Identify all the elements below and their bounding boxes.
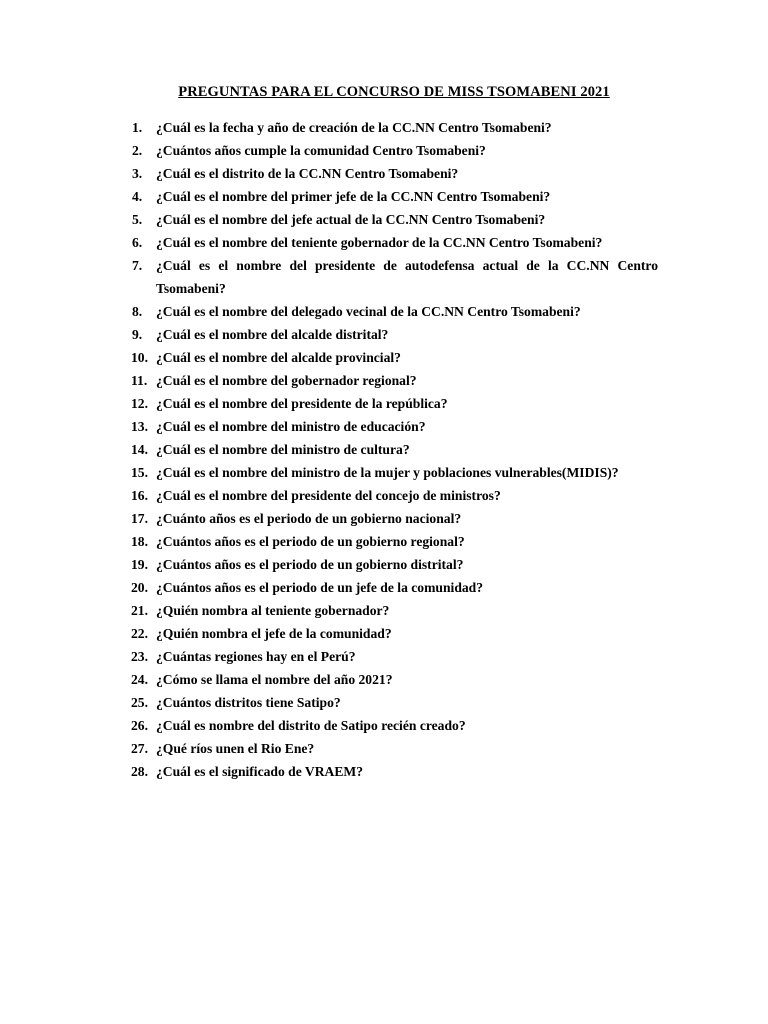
question-number: 11. — [131, 373, 148, 388]
question-number: 3. — [132, 166, 143, 181]
question-item-10 — [0, 346, 768, 369]
question-number: 9. — [132, 327, 143, 342]
question-text: ¿Cuántos años es el periodo de un jefe de la comunidad? — [156, 580, 484, 595]
question-item-27 — [0, 737, 768, 760]
question-text: ¿Cuántos años cumple la comunidad Centro Tsomabeni? — [156, 143, 486, 158]
question-number: 24. — [131, 672, 148, 687]
question-item-28 — [0, 760, 768, 783]
question-item-22 — [0, 622, 768, 645]
question-number: 12. — [131, 396, 148, 411]
question-text: ¿Cuál es el nombre del delegado vecinal de la CC.NN Centro Tsomabeni? — [156, 304, 581, 319]
question-text: ¿Quién nombra el jefe de la comunidad? — [156, 626, 392, 641]
question-number: 7. — [132, 258, 143, 273]
question-text: ¿Cuál es el nombre del gobernador regional? — [156, 373, 417, 388]
question-number: 8. — [132, 304, 143, 319]
question-number: 27. — [131, 741, 148, 756]
question-number: 10. — [131, 350, 148, 365]
question-text: ¿Cuántas regiones hay en el Perú? — [156, 649, 356, 664]
question-text: ¿Cuál es el nombre del ministro de la mujer y poblaciones vulnerables(MIDIS)? — [156, 465, 619, 480]
question-item-14 — [0, 438, 768, 461]
question-text: ¿Cuál es el nombre del ministro de educación? — [156, 419, 426, 434]
question-number: 15. — [131, 465, 148, 480]
question-number: 6. — [132, 235, 143, 250]
question-item-21 — [0, 599, 768, 622]
question-number: 14. — [131, 442, 148, 457]
question-number: 20. — [131, 580, 148, 595]
question-number: 16. — [131, 488, 148, 503]
question-text: ¿Cuánto años es el periodo de un gobierno nacional? — [156, 511, 462, 526]
question-number: 25. — [131, 695, 148, 710]
question-number: 23. — [131, 649, 148, 664]
question-text: ¿Cuántos distritos tiene Satipo? — [156, 695, 341, 710]
question-text: ¿Cómo se llama el nombre del año 2021? — [156, 672, 393, 687]
question-text: ¿Cuál es el nombre del presidente del concejo de ministros? — [156, 488, 501, 503]
question-number: 13. — [131, 419, 148, 434]
document-title: PREGUNTAS PARA EL CONCURSO DE MISS TSOMABENI 2021 — [178, 84, 610, 100]
question-item-20 — [0, 576, 768, 599]
question-text: ¿Cuál es el nombre del alcalde distrital? — [156, 327, 389, 342]
question-item-16 — [0, 484, 768, 507]
question-text: ¿Quién nombra al teniente gobernador? — [156, 603, 390, 618]
question-item-1 — [0, 116, 768, 139]
question-item-15 — [0, 461, 768, 484]
question-item-17 — [0, 507, 768, 530]
question-number: 22. — [131, 626, 148, 641]
question-item-23 — [0, 645, 768, 668]
question-number: 4. — [132, 189, 143, 204]
question-item-18 — [0, 530, 768, 553]
question-number: 1. — [132, 120, 143, 135]
question-text: ¿Cuál es el nombre del ministro de cultura? — [156, 442, 410, 457]
question-item-9 — [0, 323, 768, 346]
question-item-12 — [0, 392, 768, 415]
question-text: ¿Cuál es el significado de VRAEM? — [156, 764, 364, 779]
question-text: ¿Cuántos años es el periodo de un gobierno regional? — [156, 534, 465, 549]
question-text: ¿Cuál es el nombre del alcalde provincial? — [156, 350, 401, 365]
question-item-19 — [0, 553, 768, 576]
question-item-4 — [0, 185, 768, 208]
question-text: ¿Qué ríos unen el Rio Ene? — [156, 741, 315, 756]
question-text: ¿Cuál es el nombre del presidente de autodefensa actual de la CC.NN Centro Tsomabeni? — [156, 258, 658, 296]
question-item-6 — [0, 231, 768, 254]
question-number: 18. — [131, 534, 148, 549]
question-text: ¿Cuál es el nombre del presidente de la república? — [156, 396, 448, 411]
question-text: ¿Cuál es el nombre del teniente gobernador de la CC.NN Centro Tsomabeni? — [156, 235, 603, 250]
question-text: ¿Cuál es el nombre del jefe actual de la CC.NN Centro Tsomabeni? — [156, 212, 546, 227]
question-item-5 — [0, 208, 768, 231]
question-number: 5. — [132, 212, 143, 227]
question-text: ¿Cuál es el distrito de la CC.NN Centro Tsomabeni? — [156, 166, 459, 181]
question-item-3 — [0, 162, 768, 185]
question-text: ¿Cuál es el nombre del primer jefe de la CC.NN Centro Tsomabeni? — [156, 189, 551, 204]
question-item-7 — [0, 254, 768, 300]
question-item-26 — [0, 714, 768, 737]
question-list — [0, 116, 768, 783]
question-number: 26. — [131, 718, 148, 733]
question-text: ¿Cuál es nombre del distrito de Satipo recién creado? — [156, 718, 466, 733]
question-number: 19. — [131, 557, 148, 572]
question-item-2 — [0, 139, 768, 162]
question-item-13 — [0, 415, 768, 438]
question-text: ¿Cuántos años es el periodo de un gobierno distrital? — [156, 557, 464, 572]
question-text: ¿Cuál es la fecha y año de creación de la CC.NN Centro Tsomabeni? — [156, 120, 552, 135]
question-item-24 — [0, 668, 768, 691]
question-item-8 — [0, 300, 768, 323]
question-number: 21. — [131, 603, 148, 618]
question-item-11 — [0, 369, 768, 392]
question-number: 2. — [132, 143, 143, 158]
question-number: 28. — [131, 764, 148, 779]
question-number: 17. — [131, 511, 148, 526]
question-item-25 — [0, 691, 768, 714]
